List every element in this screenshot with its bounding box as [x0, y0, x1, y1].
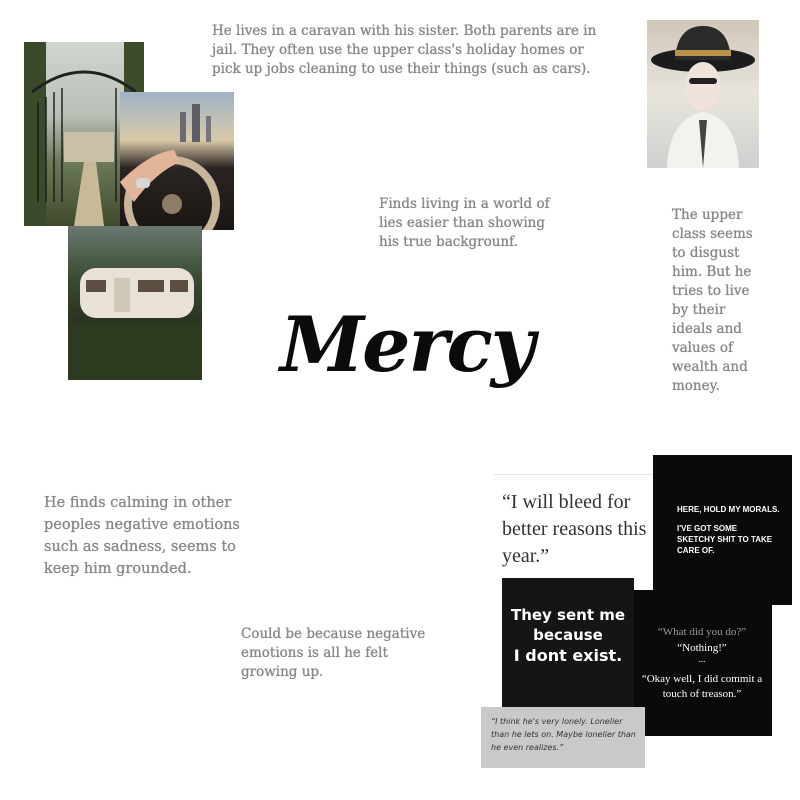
lonely-quote-card [481, 707, 645, 768]
exist-line-1: They sent me [510, 606, 626, 624]
note-growing-up: Could be because negative emotions is all he felt growing up. [241, 626, 426, 680]
car-steering-photo [120, 92, 234, 230]
treason-answer: “Nothing!” [677, 642, 727, 654]
note-caravan: He lives in a caravan with his sister. Both parents are in jail. They often use the upper class's holiday homes or pick up jobs cleaning to use their things (such as cars). [212, 23, 597, 77]
treason-end: “Okay well, I did commit a touch of treason.” [641, 673, 763, 700]
note-lies: Finds living in a world of lies easier than showing his true backgrounf. [379, 196, 550, 250]
exist-card [502, 578, 634, 708]
morals-line-2: I'VE GOT SOME SKETCHY SHIT TO TAKE CARE OF. [677, 524, 773, 555]
caravan-photo [68, 226, 202, 380]
note-upper-class: The upper class seems to disgust him. But he tries to live by their ideals and values of wealth and money. [672, 207, 753, 394]
bleed-quote-card [494, 474, 654, 579]
page-title: Mercy [280, 300, 533, 389]
note-calming: He finds calming in other peoples negative emotions such as sadness, seems to keep him grounded. [44, 495, 240, 577]
treason-card [632, 590, 772, 736]
morals-line-1: HERE, HOLD MY MORALS. [677, 505, 780, 514]
treason-question: “What did you do?” [657, 626, 747, 638]
exist-line-3: I dont exist. [513, 646, 623, 665]
bleed-quote-text: “I will bleed for better reasons this year.” [502, 491, 647, 567]
morals-card [653, 455, 792, 605]
lonely-quote-text: “I think he's very lonely. Lonelier than he lets on. Maybe lonelier than he even realizes.” [491, 717, 636, 752]
treason-dots: ... [698, 654, 706, 664]
exist-line-2: because [533, 626, 603, 644]
character-portrait-photo [647, 20, 759, 168]
